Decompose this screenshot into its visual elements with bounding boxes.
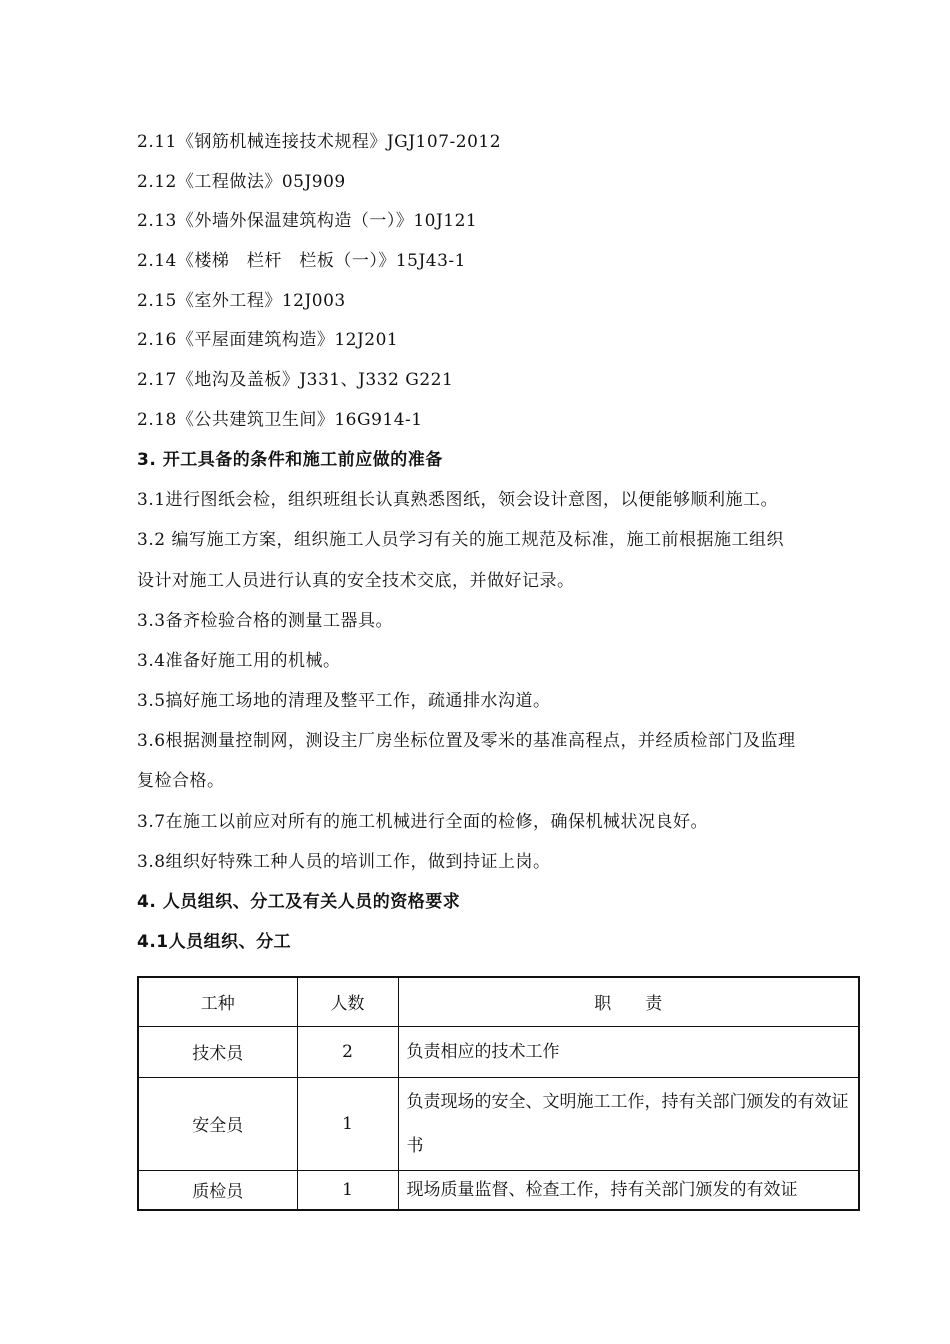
paragraph-3-7: 3.7在施工以前应对所有的施工机械进行全面的检修，确保机械状况良好。 (137, 812, 709, 832)
table-row (138, 1026, 859, 1077)
paragraph-3-6-line-2: 复检合格。 (137, 771, 225, 791)
cell-headcount: 2 (297, 1026, 398, 1077)
reference-2-12: 2.12《工程做法》05J909 (137, 172, 346, 192)
paragraph-3-2-line-1: 3.2 编写施工方案，组织施工人员学习有关的施工规范及标准，施工前根据施工组织 (137, 530, 784, 550)
paragraph-3-5: 3.5搞好施工场地的清理及整平工作，疏通排水沟道。 (137, 691, 551, 711)
header-job-type: 工种 (138, 977, 297, 1026)
table-row (138, 1170, 859, 1210)
paragraph-3-6-line-1: 3.6根据测量控制网，测设主厂房坐标位置及零米的基准高程点，并经质检部门及监理 (137, 731, 796, 751)
section-4-heading: 4. 人员组织、分工及有关人员的资格要求 (137, 892, 461, 912)
reference-2-13: 2.13《外墙外保温建筑构造（一）》10J121 (137, 211, 478, 231)
table-header-row (138, 977, 859, 1026)
reference-2-14: 2.14《楼梯 栏杆 栏板（一）》15J43-1 (137, 251, 466, 271)
reference-2-16: 2.16《平屋面建筑构造》12J201 (137, 330, 399, 350)
paragraph-3-8: 3.8组织好特殊工种人员的培训工作，做到持证上岗。 (137, 852, 551, 872)
cell-job-type: 质检员 (138, 1170, 297, 1210)
paragraph-3-1: 3.1进行图纸会检，组织班组长认真熟悉图纸，领会设计意图，以便能够顺利施工。 (137, 490, 779, 510)
paragraph-3-4: 3.4准备好施工用的机械。 (137, 651, 341, 671)
paragraph-3-2-line-2: 设计对施工人员进行认真的安全技术交底，并做好记录。 (137, 571, 575, 591)
cell-headcount: 1 (297, 1077, 398, 1170)
cell-job-type: 安全员 (138, 1077, 297, 1170)
cell-headcount: 1 (297, 1170, 398, 1210)
section-4-1-heading: 4.1人员组织、分工 (137, 932, 292, 952)
staff-table (137, 976, 860, 1211)
cell-duties: 负责现场的安全、文明施工工作，持有关部门颁发的有效证书 (398, 1077, 859, 1170)
header-duties: 职 责 (398, 977, 859, 1026)
reference-2-11: 2.11《钢筋机械连接技术规程》JGJ107-2012 (137, 132, 502, 152)
cell-duties: 现场质量监督、检查工作，持有关部门颁发的有效证 (398, 1170, 859, 1210)
paragraph-3-3: 3.3备齐检验合格的测量工器具。 (137, 611, 394, 631)
cell-duties: 负责相应的技术工作 (398, 1026, 859, 1077)
reference-2-17: 2.17《地沟及盖板》J331、J332 G221 (137, 370, 454, 390)
section-3-heading: 3. 开工具备的条件和施工前应做的准备 (137, 450, 443, 470)
reference-2-15: 2.15《室外工程》12J003 (137, 291, 346, 311)
table-row (138, 1077, 859, 1170)
cell-job-type: 技术员 (138, 1026, 297, 1077)
header-headcount: 人数 (297, 977, 398, 1026)
reference-2-18: 2.18《公共建筑卫生间》16G914-1 (137, 410, 423, 430)
